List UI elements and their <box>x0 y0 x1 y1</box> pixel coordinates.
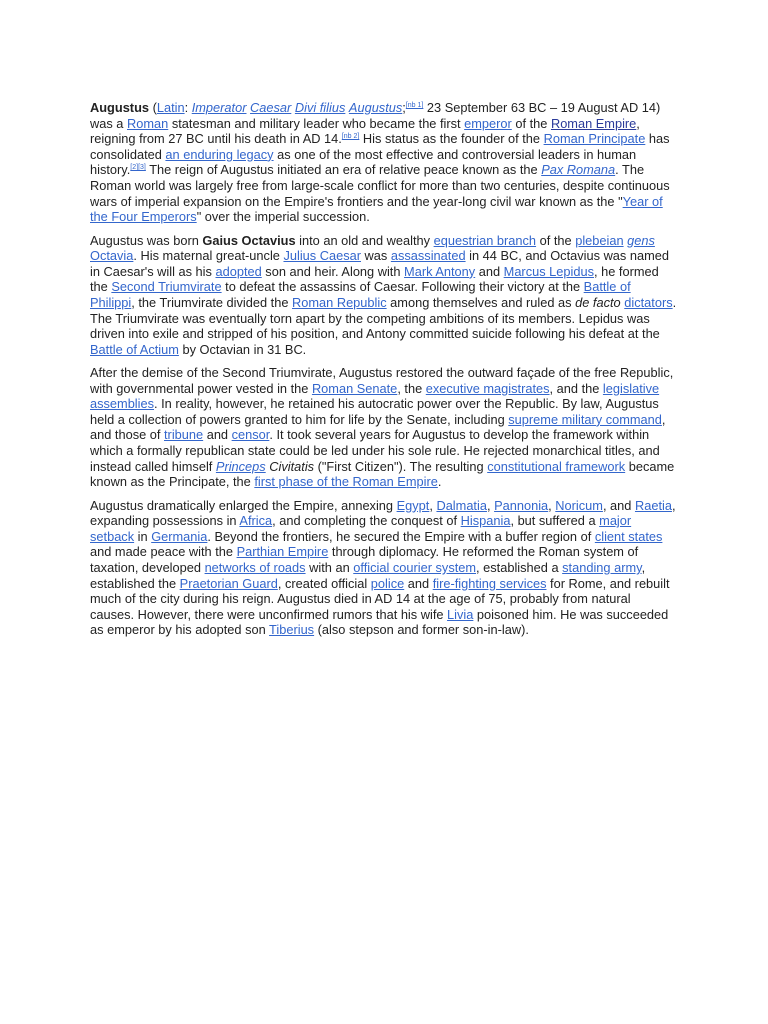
link-police[interactable]: police <box>370 575 405 591</box>
text-run: " over the imperial succession. <box>196 209 370 225</box>
link-assassinated[interactable]: assassinated <box>390 248 466 264</box>
link-dictators[interactable]: dictators <box>624 294 673 310</box>
text-run: 23 September 63 BC – 19 August AD 14) was a <box>90 100 661 131</box>
text-run: ; <box>402 100 406 115</box>
link-adopted[interactable]: adopted <box>215 263 262 279</box>
link-executive-magistrates[interactable]: executive magistrates <box>425 380 550 396</box>
text-run: , and completing the conquest of <box>272 513 461 529</box>
text-run: . It took several years for Augustus to develop the framework within which a formally republican state could be led under his sole rule. He rejected monarchical titles, and instead called himself <box>90 427 660 474</box>
text-run: His status as the founder of the <box>359 131 544 147</box>
text-run: as one of the most effective and controversial leaders in human history. <box>90 146 637 178</box>
text-run: by Octavian in 31 BC. <box>178 341 307 357</box>
link-supreme-military-command[interactable]: supreme military command <box>508 411 662 427</box>
text-run: became known as the Principate, the <box>90 458 675 490</box>
link-networks-of-roads[interactable]: networks of roads <box>204 560 306 576</box>
link-roman[interactable]: Roman <box>127 115 169 131</box>
text-run: ( <box>149 100 157 115</box>
link-hispania[interactable]: Hispania <box>460 513 511 529</box>
text-run: , created official <box>277 575 371 591</box>
text-run: : <box>184 100 192 115</box>
link-raetia[interactable]: Raetia <box>634 497 672 513</box>
text-run: . The Roman world was largely free from large-scale conflict for more than two centuries, despite continuous wars of imperial expansion on the Empire's frontiers and the year-long civil war known as the " <box>90 162 670 209</box>
citation-ref[interactable] <box>342 133 360 140</box>
text-run: among themselves and ruled as <box>386 294 576 310</box>
link-legislative-assemblies[interactable]: legislative assemblies <box>90 380 660 412</box>
link-roman-republic[interactable]: Roman Republic <box>292 294 387 310</box>
paragraph-4 <box>90 498 678 638</box>
link-livia[interactable]: Livia <box>447 606 474 622</box>
text-run: and <box>404 575 433 591</box>
link-first-phase-of-the-roman-empire[interactable]: first phase of the Roman Empire <box>254 474 438 490</box>
paragraph-1 <box>90 100 678 225</box>
link-latin[interactable]: Latin <box>156 100 185 115</box>
link-battle-of-actium[interactable]: Battle of Actium <box>90 341 179 357</box>
text-run: , and <box>602 497 635 513</box>
link-tribune[interactable]: tribune <box>164 427 204 443</box>
text-run: in 44 BC, and Octavius was named in Caesar's will as his <box>90 248 670 279</box>
link-emperor[interactable]: emperor <box>464 115 512 131</box>
text-run: with an <box>305 560 354 576</box>
link-princeps[interactable]: Princeps <box>215 458 266 474</box>
italic-text: de facto <box>575 294 621 310</box>
text-run: son and heir. Along with <box>261 263 405 279</box>
text-run: and made peace with the <box>90 544 237 560</box>
paragraph-2 <box>90 233 678 358</box>
text-run: (also stepson and former son-in-law). <box>314 622 529 638</box>
text-run: . <box>437 474 442 490</box>
link-major-setback[interactable]: major setback <box>90 513 632 544</box>
text-run: , <box>548 497 556 513</box>
text-run: , the <box>397 380 426 396</box>
text-run: and <box>475 263 504 279</box>
bold-term: Gaius Octavius <box>202 232 296 248</box>
text-run: to defeat the assassins of Caesar. Following their victory at the <box>221 279 584 295</box>
text-run: After the demise of the Second Triumvirate, Augustus restored the outward façade of the free Republic, with governmental power vested in the <box>90 365 674 396</box>
link-dalmatia[interactable]: Dalmatia <box>436 497 487 513</box>
text-run: into an old and wealthy <box>295 232 434 248</box>
link-equestrian-branch[interactable]: equestrian branch <box>433 232 537 248</box>
paragraph-3 <box>90 365 678 490</box>
link-africa[interactable]: Africa <box>239 513 273 529</box>
link-standing-army[interactable]: standing army <box>562 560 642 576</box>
citation-link[interactable]: [nb 1] <box>405 102 424 109</box>
text-run: of the <box>511 115 551 131</box>
link-pax-romana[interactable]: Pax Romana <box>541 162 616 178</box>
link-egypt[interactable]: Egypt <box>396 497 430 513</box>
link-fire-fighting-services[interactable]: fire-fighting services <box>432 575 547 591</box>
text-run: poisoned him. He was succeeded as emperor by his adopted son <box>90 606 669 638</box>
link-augustus[interactable]: Augustus <box>348 100 403 115</box>
text-run: of the <box>536 232 576 248</box>
text-run: Augustus was born <box>90 232 203 248</box>
text-run: . The Triumvirate was eventually torn apart by the competing ambitions of its members. Lepidus was driven into exile and stripped of his position, and Antony committed suicide following his defeat at the <box>90 294 677 342</box>
link-octavia[interactable]: Octavia <box>90 248 134 264</box>
text-run: ("First Citizen"). The resulting <box>314 458 488 474</box>
text-run: . His maternal great-uncle <box>133 248 284 264</box>
text-run: Augustus dramatically enlarged the Empire, annexing <box>90 497 397 513</box>
text-run: , established a <box>476 560 563 576</box>
link-julius-caesar[interactable]: Julius Caesar <box>283 248 361 264</box>
link-parthian-empire[interactable]: Parthian Empire <box>236 544 329 560</box>
text-run: was <box>361 248 391 264</box>
link-gens[interactable]: gens <box>627 232 655 248</box>
italic-text: Civitatis <box>269 458 315 474</box>
text-run: statesman and military leader who became the first <box>168 115 465 131</box>
link-germania[interactable]: Germania <box>151 528 208 544</box>
link-mark-antony[interactable]: Mark Antony <box>404 263 476 279</box>
link-roman-empire[interactable]: Roman Empire <box>550 115 637 131</box>
bold-term: Augustus <box>90 100 150 115</box>
link-caesar[interactable]: Caesar <box>250 100 292 115</box>
text-run: has consolidated <box>90 131 670 162</box>
link-battle-of-philippi[interactable]: Battle of Philippi <box>90 279 631 310</box>
article-body <box>90 100 678 646</box>
text-run: . In reality, however, he retained his autocratic power over the Republic. By law, Augustus held a collection of powers granted to him for life by the Senate, including <box>90 396 659 427</box>
text-run: , <box>486 497 495 513</box>
link-imperator[interactable]: Imperator <box>191 100 247 115</box>
link-roman-principate[interactable]: Roman Principate <box>543 131 646 147</box>
text-run: through diplomacy. He reformed the Roman system of taxation, developed <box>90 544 639 576</box>
link-second-triumvirate[interactable]: Second Triumvirate <box>111 279 222 295</box>
text-run: for Rome, and rebuilt much of the city during his reign. Augustus died in AD 14 at the age of 75, probably from natural causes. However, there were unconfirmed rumors that his wife <box>90 575 670 622</box>
citation-ref[interactable] <box>130 164 146 171</box>
citation-ref[interactable] <box>406 102 424 109</box>
link-roman-senate[interactable]: Roman Senate <box>311 380 398 396</box>
link-praetorian-guard[interactable]: Praetorian Guard <box>179 575 278 591</box>
text-run: in <box>134 528 152 544</box>
link-marcus-lepidus[interactable]: Marcus Lepidus <box>503 263 594 279</box>
text-run: , established the <box>90 560 646 591</box>
text-run: , but suffered a <box>510 513 600 529</box>
link-divi-filius[interactable]: Divi filius <box>294 100 346 115</box>
text-run: , and those of <box>90 411 666 443</box>
link-tiberius[interactable]: Tiberius <box>269 622 315 638</box>
citation-link[interactable]: [nb 2] <box>341 133 360 141</box>
link-censor[interactable]: censor <box>231 427 270 443</box>
text-run: , expanding possessions in <box>90 497 676 529</box>
text-run: , the Triumvirate divided the <box>131 294 293 310</box>
text-run: and <box>203 427 232 443</box>
text-run: , <box>429 497 437 513</box>
text-run: The reign of Augustus initiated an era of relative peace known as the <box>145 162 542 178</box>
citation-link[interactable]: [2][3] <box>130 164 146 172</box>
link-official-courier-system[interactable]: official courier system <box>353 560 477 576</box>
text-run: , he formed the <box>90 263 659 295</box>
link-an-enduring-legacy[interactable]: an enduring legacy <box>165 146 274 162</box>
link-year-of-the-four-emperors[interactable]: Year of the Four Emperors <box>90 193 663 225</box>
link-noricum[interactable]: Noricum <box>555 497 603 513</box>
text-run: , and the <box>549 380 603 396</box>
text-run: . Beyond the frontiers, he secured the Empire with a buffer region of <box>207 528 595 544</box>
link-constitutional-framework[interactable]: constitutional framework <box>487 458 626 474</box>
link-client-states[interactable]: client states <box>594 528 663 544</box>
link-pannonia[interactable]: Pannonia <box>494 497 549 513</box>
text-run: , reigning from 27 BC until his death in AD 14. <box>90 115 640 147</box>
link-plebeian[interactable]: plebeian <box>575 232 624 248</box>
